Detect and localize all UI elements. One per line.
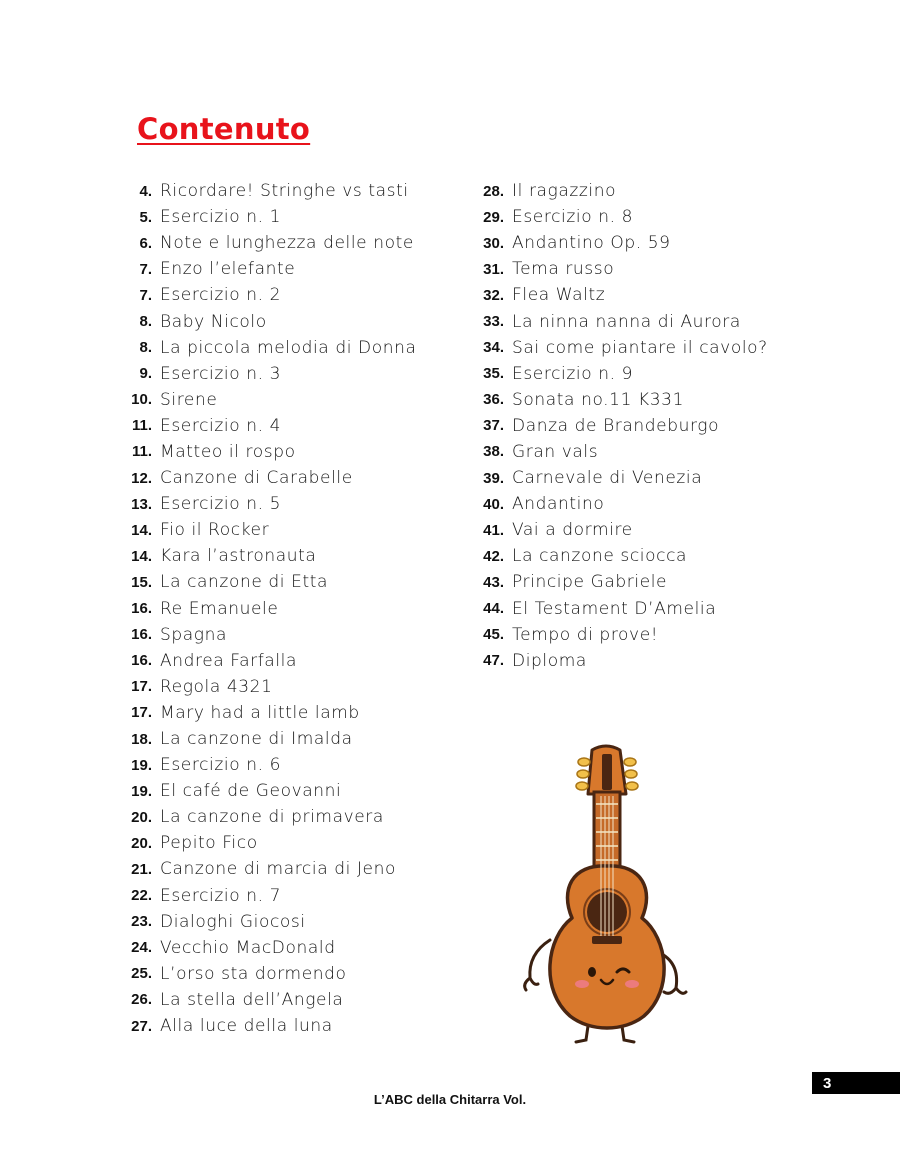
toc-entry-title: Ricordare! Stringhe vs tasti: [160, 181, 409, 202]
toc-entry: [120, 935, 417, 961]
toc-entry-title: Esercizio n. 7: [160, 885, 281, 906]
toc-page-number: 13.: [131, 495, 152, 513]
toc-entry-title: Esercizio n. 6: [160, 755, 281, 776]
toc-entry-title: La canzone sciocca: [512, 546, 688, 567]
toc-entry-title: Alla luce della luna: [160, 1016, 333, 1037]
toc-entry-title: La canzone di primavera: [160, 807, 384, 828]
toc-entry: [120, 752, 417, 778]
toc-entry: [120, 1013, 417, 1039]
toc-page-number: 23.: [131, 913, 152, 931]
toc-entry: [472, 439, 768, 465]
toc-entry-title: Principe Gabriele: [512, 572, 668, 593]
toc-page-number: 17.: [131, 678, 152, 696]
toc-entry-title: Kara l’astronauta: [160, 546, 317, 567]
toc-page-number: 31.: [483, 260, 504, 278]
toc-entry: [120, 674, 417, 700]
toc-entry-title: Diploma: [512, 650, 587, 671]
toc-page-number: 8.: [139, 313, 152, 331]
toc-page-number: 12.: [131, 469, 152, 487]
toc-entry-title: Enzo l’elefante: [160, 259, 296, 280]
toc-entry-title: Spagna: [160, 624, 227, 645]
toc-entry-title: Canzone di Carabelle: [160, 468, 353, 489]
toc-entry: [472, 230, 768, 256]
toc-entry-title: Vai a dormire: [512, 520, 633, 541]
toc-page-number: 36.: [483, 391, 504, 409]
toc-entry-title: Sirene: [160, 389, 218, 410]
toc-entry-title: Danza de Brandeburgo: [512, 415, 720, 436]
toc-entry: [472, 282, 768, 308]
footer-book-title: L’ABC della Chitarra Vol.: [373, 1092, 527, 1107]
toc-entry: [472, 335, 768, 361]
toc-entry-title: Esercizio n. 2: [160, 285, 281, 306]
page-number: 3: [823, 1074, 832, 1092]
toc-page-number: 24.: [131, 939, 152, 957]
toc-page-number: 26.: [131, 991, 152, 1009]
toc-page-number: 11.: [131, 417, 152, 435]
toc-entry: [120, 439, 417, 465]
toc-entry: [120, 622, 417, 648]
toc-entry: [120, 648, 417, 674]
toc-entry: [120, 700, 417, 726]
toc-entry: [120, 569, 417, 595]
toc-entry-title: Esercizio n. 4: [160, 415, 281, 436]
toc-entry: [120, 856, 417, 882]
toc-entry: [120, 230, 417, 256]
toc-entry: [120, 282, 417, 308]
toc-entry: [472, 543, 768, 569]
toc-entry: [472, 361, 768, 387]
toc-entry-title: Pepito Fico: [160, 833, 258, 854]
toc-right-column: [472, 178, 768, 674]
toc-entry: [120, 256, 417, 282]
toc-entry-title: Note e lunghezza delle note: [160, 233, 414, 254]
toc-entry-title: L’orso sta dormendo: [160, 963, 347, 984]
toc-page-number: 34.: [483, 339, 504, 357]
toc-page-number: 37.: [483, 417, 504, 435]
toc-page-number: 39.: [483, 469, 504, 487]
toc-entry: [472, 491, 768, 517]
toc-page-number: 44.: [483, 600, 504, 618]
toc-entry-title: La ninna nanna di Aurora: [512, 311, 741, 332]
toc-entry-title: Dialoghi Giocosi: [160, 911, 306, 932]
toc-entry: [120, 361, 417, 387]
toc-page-number: 7.: [139, 286, 152, 304]
toc-page-number: 47.: [483, 652, 504, 670]
toc-page-number: 11.: [131, 443, 152, 461]
toc-entry: [472, 256, 768, 282]
toc-entry-title: Fio il Rocker: [160, 520, 270, 541]
toc-entry: [120, 830, 417, 856]
toc-entry: [472, 648, 768, 674]
toc-page-number: 17.: [131, 704, 152, 722]
toc-page-number: 45.: [483, 626, 504, 644]
toc-entry-title: Sonata no.11 K331: [512, 389, 684, 410]
toc-page-number: 15.: [131, 573, 152, 591]
toc-entry-title: Baby Nicolo: [160, 311, 267, 332]
toc-entry-title: Andantino Op. 59: [512, 233, 671, 254]
toc-entry-title: El Testament D’Amelia: [512, 598, 717, 619]
toc-entry-title: Vecchio MacDonald: [160, 937, 336, 958]
toc-entry: [472, 204, 768, 230]
toc-page-number: 20.: [131, 808, 152, 826]
toc-page-number: 42.: [483, 547, 504, 565]
toc-page-number: 38.: [483, 443, 504, 461]
toc-entry: [120, 491, 417, 517]
toc-page-number: 4.: [139, 182, 152, 200]
toc-page-number: 7.: [139, 260, 152, 278]
toc-entry: [120, 335, 417, 361]
toc-entry: [472, 517, 768, 543]
toc-page-number: 19.: [131, 782, 152, 800]
toc-entry-title: La piccola melodia di Donna: [160, 337, 417, 358]
toc-entry: [472, 413, 768, 439]
page-title: Contenuto: [137, 112, 311, 146]
toc-page-number: 9.: [139, 365, 152, 383]
toc-entry: [120, 387, 417, 413]
toc-page-number: 21.: [131, 860, 152, 878]
toc-entry-title: Tempo di prove!: [512, 624, 659, 645]
toc-entry: [472, 596, 768, 622]
page-number-box: [812, 1072, 900, 1094]
toc-page-number: 8.: [139, 339, 152, 357]
toc-page-number: 27.: [131, 1017, 152, 1035]
toc-page-number: 20.: [131, 834, 152, 852]
toc-entry-title: Carnevale di Venezia: [512, 468, 703, 489]
toc-page-number: 41.: [483, 521, 504, 539]
toc-entry-title: Il ragazzino: [512, 181, 617, 202]
toc-page-number: 35.: [483, 365, 504, 383]
toc-entry: [120, 909, 417, 935]
toc-entry: [120, 883, 417, 909]
toc-page-number: 19.: [131, 756, 152, 774]
toc-entry: [120, 961, 417, 987]
toc-entry: [120, 465, 417, 491]
toc-entry-title: La stella dell’Angela: [160, 989, 344, 1010]
toc-entry: [472, 308, 768, 334]
toc-page-number: 16.: [131, 626, 152, 644]
toc-page-number: 16.: [131, 652, 152, 670]
toc-entry-title: Canzone di marcia di Jeno: [160, 859, 396, 880]
toc-page-number: 40.: [483, 495, 504, 513]
toc-page-number: 25.: [131, 965, 152, 983]
guitar-character-illustration: [510, 740, 700, 1050]
toc-entry-title: Esercizio n. 5: [160, 494, 281, 515]
toc-entry: [120, 804, 417, 830]
toc-entry: [120, 308, 417, 334]
toc-entry: [472, 387, 768, 413]
toc-entry-title: Re Emanuele: [160, 598, 279, 619]
toc-entry-title: Esercizio n. 9: [512, 363, 633, 384]
toc-entry: [472, 465, 768, 491]
toc-entry-title: Esercizio n. 3: [160, 363, 281, 384]
toc-entry-title: Esercizio n. 8: [512, 207, 633, 228]
toc-entry-title: Regola 4321: [160, 676, 273, 697]
toc-entry: [120, 517, 417, 543]
toc-entry: [120, 778, 417, 804]
toc-page-number: 32.: [483, 286, 504, 304]
toc-entry: [472, 178, 768, 204]
toc-entry-title: Mary had a little lamb: [160, 702, 360, 723]
toc-entry-title: La canzone di Imalda: [160, 729, 353, 750]
toc-page-number: 33.: [483, 313, 504, 331]
toc-entry-title: Flea Waltz: [512, 285, 606, 306]
toc-entry: [472, 569, 768, 595]
toc-entry-title: Andantino: [512, 494, 605, 515]
toc-entry-title: Tema russo: [512, 259, 615, 280]
toc-page-number: 18.: [131, 730, 152, 748]
toc-page-number: 5.: [139, 208, 152, 226]
toc-entry-title: Andrea Farfalla: [160, 650, 297, 671]
toc-page-number: 22.: [131, 887, 152, 905]
toc-page-number: 16.: [131, 600, 152, 618]
toc-page-number: 29.: [483, 208, 504, 226]
toc-entry: [120, 596, 417, 622]
toc-page-number: 43.: [483, 573, 504, 591]
toc-entry-title: El café de Geovanni: [160, 781, 342, 802]
toc-entry: [120, 726, 417, 752]
toc-page-number: 14.: [131, 547, 152, 565]
toc-entry: [120, 413, 417, 439]
toc-left-column: [120, 178, 417, 1039]
toc-entry-title: Matteo il rospo: [160, 441, 296, 462]
toc-entry: [472, 622, 768, 648]
toc-entry-title: Esercizio n. 1: [160, 207, 281, 228]
toc-page-number: 6.: [139, 234, 152, 252]
toc-entry: [120, 204, 417, 230]
toc-entry-title: Gran vals: [512, 441, 599, 462]
toc-page-number: 14.: [131, 521, 152, 539]
toc-entry-title: Sai come piantare il cavolo?: [512, 337, 768, 358]
toc-page-number: 28.: [483, 182, 504, 200]
toc-entry-title: La canzone di Etta: [160, 572, 329, 593]
toc-entry: [120, 987, 417, 1013]
toc-page-number: 30.: [483, 234, 504, 252]
toc-entry: [120, 178, 417, 204]
toc-page-number: 10.: [131, 391, 152, 409]
toc-entry: [120, 543, 417, 569]
